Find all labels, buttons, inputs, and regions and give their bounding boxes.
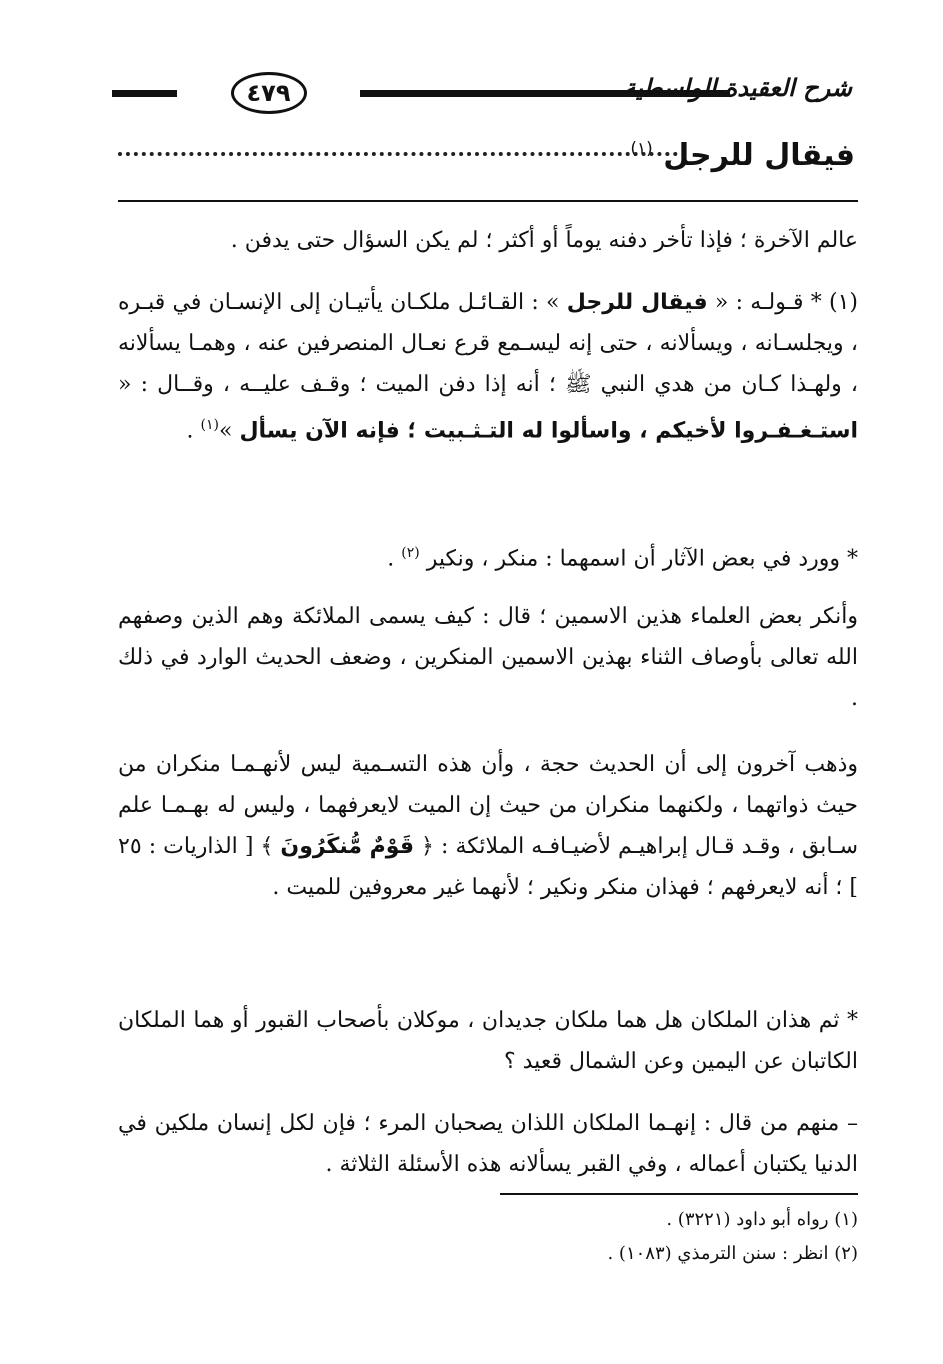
footnote-ref-1: (١) xyxy=(200,417,219,433)
paragraph-7-text: – منهم من قال : إنهـما الملكان اللذان يصحبان المرء ؛ فإن لكل إنسان ملكين في الدنيا يكتبان أعماله ، وفي القبر يسألانه هذه الأسئلة الثلاثة . xyxy=(118,1111,858,1177)
paragraph-2-close: » xyxy=(219,418,240,444)
heading-dots xyxy=(118,152,678,156)
page-header xyxy=(112,70,852,114)
hadith-quote: استـغـفـروا لأخيكم ، واسألوا له التـثـبيت ؛ فإنه الآن يسأل xyxy=(239,418,858,444)
paragraph-3-end: . xyxy=(387,546,402,572)
quran-quote: قَوْمٌ مُّنكَرُونَ xyxy=(280,834,414,859)
paragraph-1 xyxy=(118,220,858,261)
paragraph-5 xyxy=(118,744,858,908)
section-heading-text: فيقال للرجل xyxy=(663,138,855,173)
footnote-2: (٢) انظر : سنن الترمذي (١٠٨٣) . xyxy=(607,1243,858,1264)
footnote-rule xyxy=(500,1193,858,1195)
header-rule-left xyxy=(112,90,177,97)
paragraph-1-text: عالم الآخرة ؛ فإذا تأخر دفنه يوماً أو أكثر ؛ لم يكن السؤال حتى يدفن . xyxy=(230,228,858,253)
paragraph-6-text: * ثم هذان الملكان هل هما ملكان جديدان ، موكلان بأصحاب القبور أو هما الملكان الكاتبان عن اليمين وعن الشمال قعيد ؟ xyxy=(118,1008,858,1074)
paragraph-7 xyxy=(118,1103,858,1185)
paragraph-4 xyxy=(118,596,858,719)
paragraph-6 xyxy=(118,1000,858,1082)
book-title: شرح العقيدة الواسطية xyxy=(623,74,852,102)
quoted-phrase: فيقال للرجل xyxy=(566,290,708,315)
footnote-1: (١) رواه أبو داود (٣٢٢١) . xyxy=(666,1209,858,1230)
paragraph-2 xyxy=(118,282,858,451)
page-number: ٤٧٩ xyxy=(231,72,307,114)
footnote-ref-2: (٢) xyxy=(401,545,420,561)
paragraph-3 xyxy=(118,533,858,579)
paragraph-3-text: * وورد في بعض الآثار أن اسمهما : منكر ، ونكير xyxy=(426,546,858,572)
paragraph-5-body: وذهب آخرون إلى أن الحديث حجة ، وأن هذه التسـمية ليس لأنهـمـا منكران من حيث ذواتهما ، ولكنهما منكران من حيث إن الميت لايعرفهما ، وليس له بهـمـا علم سـابق ، وقـد قـال إبراهيـم لأضيـافـه الملائكة : ﴿ xyxy=(118,752,858,859)
paragraph-2-body: » : القـائـل ملكـان يأتيـان إلى الإنسـان في قبـره ، ويجلسـانه ، ويسألانه ، حتى إنه ليسـمع قرع نعـال المنصرفين عنه ، وهمـا يسألانه ، ولهـذا كـان من هدي النبي ﷺ ؛ أنه إذا دفن الميت ؛ وقـف عليــه ، وقــال : « xyxy=(118,290,858,397)
page-number-badge xyxy=(177,72,360,114)
heading-divider xyxy=(118,200,858,202)
paragraph-5-end: ﴾ [ الذاريات : ٢٥ ] ؛ أنه لايعرفهم ؛ فهذان منكر ونكير ؛ لأنهما غير معروفين للميت . xyxy=(118,834,858,900)
paragraph-4-text: وأنكر بعض العلماء هذين الاسمين ؛ قال : كيف يسمى الملائكة وهم الذين وصفهم الله تعالى بأوصاف الثناء بهذين الاسمين المنكرين ، وضعف الحديث الوارد في ذلك . xyxy=(118,604,858,711)
footnotes xyxy=(118,1203,858,1271)
paragraph-2-end: . xyxy=(186,418,201,444)
section-heading-ref: (١) xyxy=(630,139,653,159)
paragraph-2-intro: (١) * قـولـه : « xyxy=(707,290,858,315)
